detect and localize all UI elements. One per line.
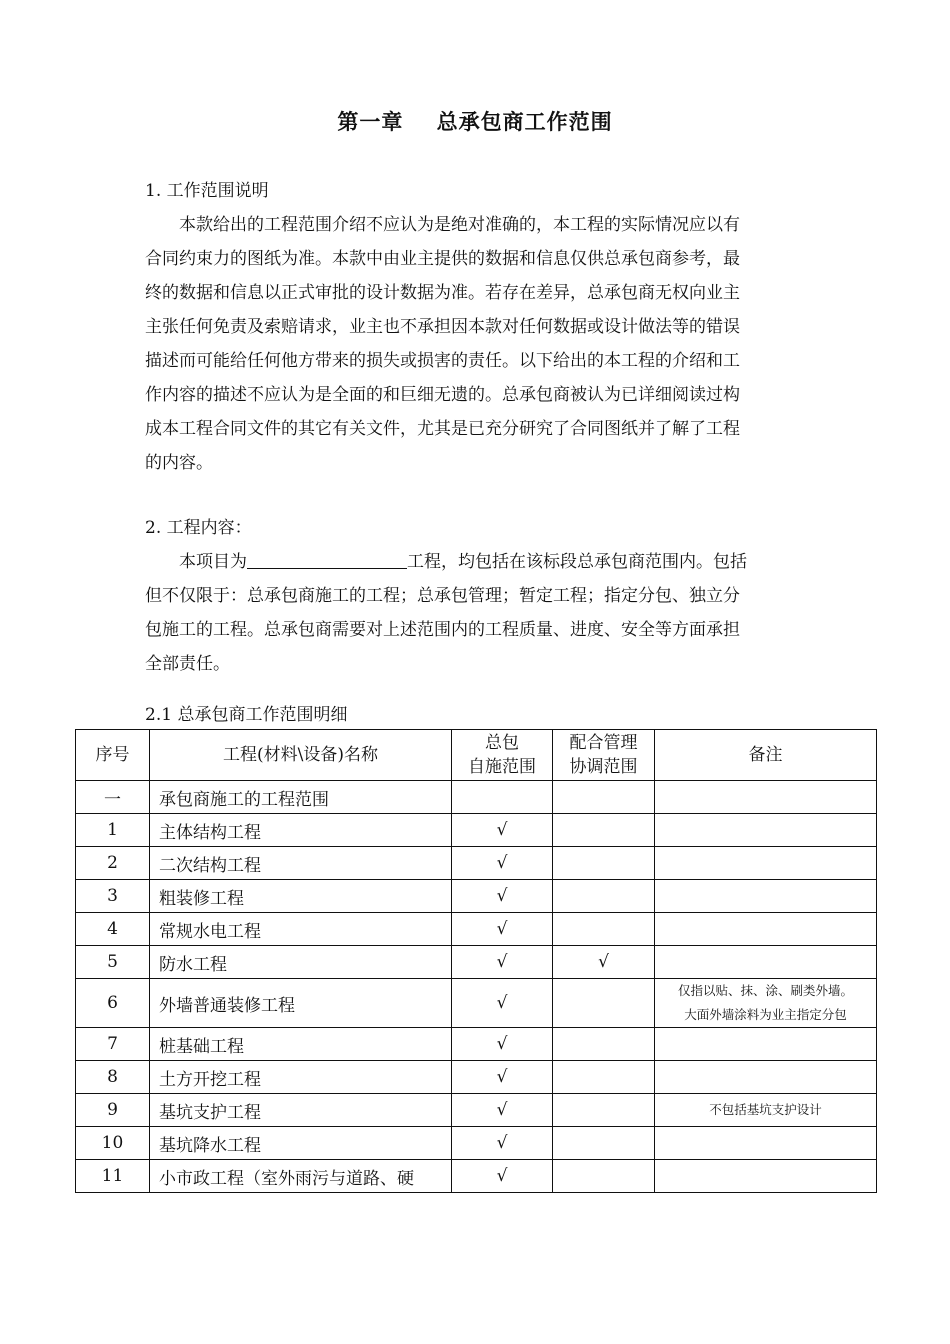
- project-suffix: 工程，均包括在该标段总承包商范围内。包括: [407, 552, 747, 572]
- row-remark: [655, 1094, 877, 1127]
- row-self-check: √: [452, 1127, 553, 1160]
- row-name: 承包商施工的工程范围: [150, 781, 452, 814]
- subsection-heading: 2.1 总承包商工作范围明细: [145, 705, 348, 725]
- row-no: 一: [76, 781, 150, 814]
- row-no: 2: [76, 847, 150, 880]
- section-heading-content: 2. 工程内容：: [145, 518, 252, 538]
- row-coord-check: [553, 847, 655, 880]
- chapter-title: 第一章 总承包商工作范围: [337, 109, 613, 134]
- scope-table: [75, 729, 877, 1193]
- row-no: 8: [76, 1061, 150, 1094]
- row-name: 粗装修工程: [150, 880, 452, 913]
- row-self-check: √: [452, 880, 553, 913]
- row-coord-check: √: [553, 946, 655, 979]
- row-coord-check: [553, 1061, 655, 1094]
- paragraph-line: 的内容。: [145, 453, 213, 473]
- row-remark: [655, 979, 877, 1028]
- header-name: 工程(材料\设备)名称: [150, 730, 452, 781]
- row-coord-check: [553, 913, 655, 946]
- remark-line: 大面外墙涂料为业主指定分包: [684, 1007, 847, 1022]
- row-remark: [655, 1061, 877, 1094]
- row-self-check: √: [452, 913, 553, 946]
- header-no: 序号: [76, 730, 150, 781]
- row-remark: [655, 1160, 877, 1193]
- row-no: 11: [76, 1160, 150, 1193]
- row-name: 主体结构工程: [150, 814, 452, 847]
- row-self-check: √: [452, 1061, 553, 1094]
- table-row: [76, 1127, 877, 1160]
- row-name: 小市政工程（室外雨污与道路、硬: [150, 1160, 452, 1193]
- row-self-check: √: [452, 1028, 553, 1061]
- row-name: 常规水电工程: [150, 913, 452, 946]
- row-self-check: √: [452, 1094, 553, 1127]
- table-row: [76, 1028, 877, 1061]
- paragraph-line: 全部责任。: [145, 654, 230, 674]
- paragraph-line: 终的数据和信息以正式审批的设计数据为准。若存在差异，总承包商无权向业主: [145, 283, 740, 303]
- row-no: 4: [76, 913, 150, 946]
- row-remark: [655, 814, 877, 847]
- table-row: [76, 1061, 877, 1094]
- row-no: 7: [76, 1028, 150, 1061]
- row-self-check: √: [452, 946, 553, 979]
- table-row: [76, 913, 877, 946]
- paragraph-line: 描述而可能给任何他方带来的损失或损害的责任。以下给出的本工程的介绍和工: [145, 351, 740, 371]
- table-header-row: [76, 730, 877, 781]
- row-no: 3: [76, 880, 150, 913]
- row-coord-check: [553, 1094, 655, 1127]
- row-self-check: √: [452, 1160, 553, 1193]
- section-scope-body: [145, 208, 825, 480]
- row-coord-check: [553, 781, 655, 814]
- row-coord-check: [553, 979, 655, 1028]
- row-remark: [655, 1028, 877, 1061]
- section-content-body: [145, 545, 825, 681]
- row-self-check: √: [452, 814, 553, 847]
- remark-line: 不包括基坑支护设计: [709, 1102, 822, 1117]
- row-no: 6: [76, 979, 150, 1028]
- row-no: 10: [76, 1127, 150, 1160]
- row-no: 5: [76, 946, 150, 979]
- paragraph-line: [145, 545, 825, 579]
- project-name-blank: [247, 550, 407, 569]
- paragraph-line: 但不仅限于：总承包商施工的工程；总承包管理；暂定工程；指定分包、独立分: [145, 586, 740, 606]
- row-name: 桩基础工程: [150, 1028, 452, 1061]
- table-row: [76, 880, 877, 913]
- paragraph-line: 作内容的描述不应认为是全面的和巨细无遗的。总承包商被认为已详细阅读过构: [145, 385, 740, 405]
- project-prefix: 本项目为: [179, 552, 247, 572]
- row-name: 外墙普通装修工程: [150, 979, 452, 1028]
- paragraph-line: 主张任何免责及索赔请求，业主也不承担因本款对任何数据或设计做法等的错误: [145, 317, 740, 337]
- row-coord-check: [553, 1127, 655, 1160]
- paragraph-line: 成本工程合同文件的其它有关文件，尤其是已充分研究了合同图纸并了解了工程: [145, 419, 740, 439]
- remark-line: 仅指以贴、抹、涂、刷类外墙。: [677, 983, 853, 998]
- row-name: 防水工程: [150, 946, 452, 979]
- table-row: [76, 1160, 877, 1193]
- row-coord-check: [553, 1028, 655, 1061]
- header-remark: 备注: [655, 730, 877, 781]
- paragraph-line: 合同约束力的图纸为准。本款中由业主提供的数据和信息仅供总承包商参考，最: [145, 249, 740, 269]
- row-remark: [655, 847, 877, 880]
- row-self-check: [452, 781, 553, 814]
- row-no: 1: [76, 814, 150, 847]
- row-remark: [655, 880, 877, 913]
- row-remark: [655, 781, 877, 814]
- table-row: [76, 1094, 877, 1127]
- row-name: 基坑支护工程: [150, 1094, 452, 1127]
- paragraph-line: 本款给出的工程范围介绍不应认为是绝对准确的，本工程的实际情况应以有: [179, 215, 740, 235]
- header-self: 总包 自施范围: [452, 730, 553, 781]
- row-name: 土方开挖工程: [150, 1061, 452, 1094]
- section-heading-scope: 1. 工作范围说明: [145, 181, 269, 201]
- row-self-check: √: [452, 847, 553, 880]
- row-remark: [655, 946, 877, 979]
- row-coord-check: [553, 880, 655, 913]
- row-self-check: √: [452, 979, 553, 1028]
- table-row: [76, 814, 877, 847]
- table-row: [76, 781, 877, 814]
- row-coord-check: [553, 1160, 655, 1193]
- table-row: [76, 979, 877, 1028]
- row-remark: [655, 913, 877, 946]
- paragraph-line: 包施工的工程。总承包商需要对上述范围内的工程质量、进度、安全等方面承担: [145, 620, 740, 640]
- row-remark: [655, 1127, 877, 1160]
- row-name: 基坑降水工程: [150, 1127, 452, 1160]
- table-row: [76, 946, 877, 979]
- row-coord-check: [553, 814, 655, 847]
- header-coord: 配合管理 协调范围: [553, 730, 655, 781]
- row-name: 二次结构工程: [150, 847, 452, 880]
- table-row: [76, 847, 877, 880]
- row-no: 9: [76, 1094, 150, 1127]
